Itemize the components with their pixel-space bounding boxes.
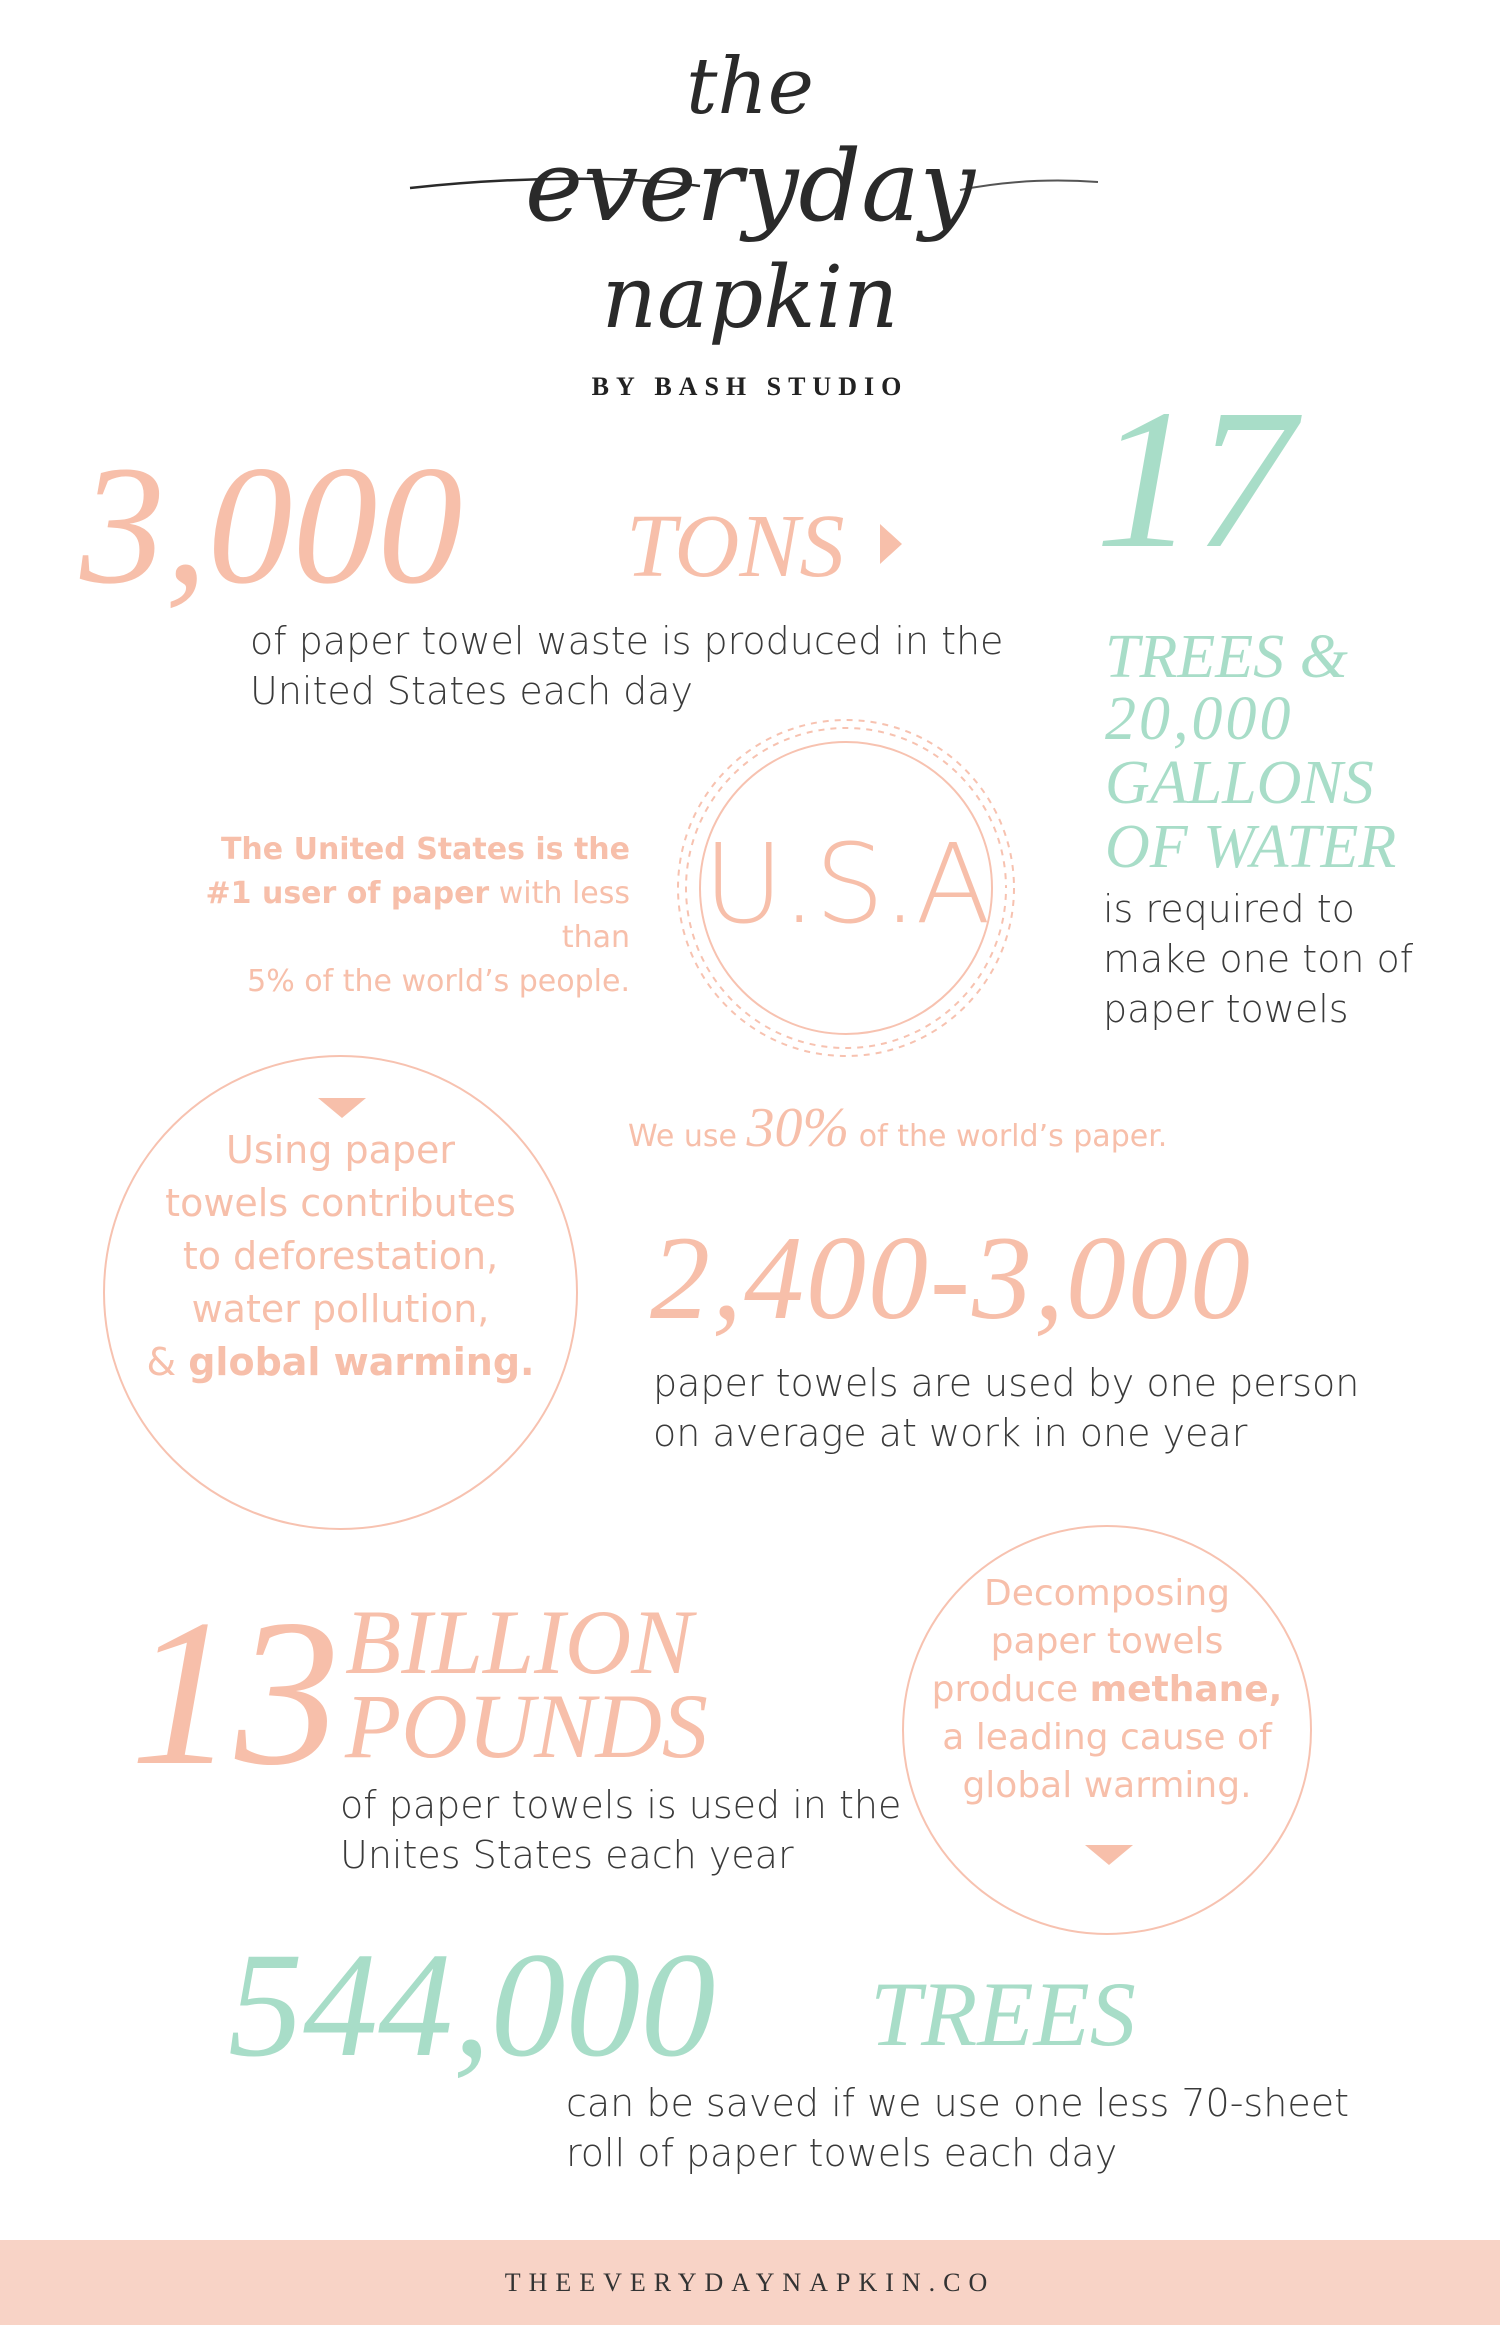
stat-billion-desc-line2: Unites States each year xyxy=(340,1833,794,1877)
seal-text: U.S.A xyxy=(703,820,989,948)
usa-fact xyxy=(150,828,630,1004)
stat-trees-saved-desc-line2: roll of paper towels each day xyxy=(566,2131,1118,2175)
usa-fact-bold2: #1 user of paper xyxy=(205,876,490,911)
stat-billion-unit2: POUNDS xyxy=(345,1675,708,1777)
stat-tons-desc-line2: United States each day xyxy=(250,669,694,713)
world-paper-percent: 30% xyxy=(746,1097,850,1159)
methane-line5: global warming. xyxy=(962,1765,1252,1806)
arrow-down-icon xyxy=(1085,1845,1133,1865)
arrow-right-icon xyxy=(880,524,902,564)
footer-url[interactable]: THEEVERYDAYNAPKIN.CO xyxy=(504,2267,996,2297)
deforestation-line5-bold: global warming. xyxy=(188,1340,535,1384)
stat-trees-water-line2: 20,000 xyxy=(1105,685,1294,753)
methane-line3-prefix: produce xyxy=(931,1669,1090,1710)
stat-range-desc-line2: on average at work in one year xyxy=(653,1411,1248,1455)
world-paper-prefix: We use xyxy=(628,1119,747,1154)
stat-billion-unit1: BILLION xyxy=(345,1591,693,1693)
stat-trees-saved-desc-line1: can be saved if we use one less 70-sheet xyxy=(566,2081,1349,2125)
deforestation-line2: towels contributes xyxy=(165,1181,516,1225)
stat-billion-number: 13 xyxy=(130,1577,340,1809)
arrow-down-icon xyxy=(318,1098,366,1118)
usa-fact-line3: 5% of the world’s people. xyxy=(247,964,630,999)
methane-line2: paper towels xyxy=(990,1621,1224,1662)
stat-trees-saved-number: 544,000 xyxy=(228,1922,716,2088)
deforestation-text xyxy=(103,1124,578,1389)
world-paper-fact xyxy=(628,1097,1168,1159)
logo-line-the: the xyxy=(686,42,814,132)
stat-trees-water-desc2: make one ton of xyxy=(1103,937,1414,981)
methane-line3-bold: methane, xyxy=(1089,1669,1283,1710)
stat-trees-water-line1: TREES & xyxy=(1105,623,1348,691)
stat-trees-saved-unit: TREES xyxy=(870,1963,1136,2065)
stat-tons-desc-line1: of paper towel waste is produced in the xyxy=(250,619,1004,663)
deforestation-line5-prefix: & xyxy=(146,1340,189,1384)
stat-range-number: 2,400-3,000 xyxy=(650,1211,1252,1344)
deforestation-line1: Using paper xyxy=(226,1128,455,1172)
logo-line-napkin: napkin xyxy=(601,248,899,348)
usa-fact-line1: The United States is the xyxy=(220,832,630,867)
logo-line-everyday: everyday xyxy=(524,130,976,244)
deforestation-line4: water pollution, xyxy=(191,1287,490,1331)
stat-trees-water-desc1: is required to xyxy=(1103,887,1355,931)
stat-tons-unit: TONS xyxy=(626,497,845,596)
stat-range-desc-line1: paper towels are used by one person xyxy=(653,1361,1360,1405)
stat-trees-water-number: 17 xyxy=(1095,369,1295,590)
usa-fact-rest2: with less than xyxy=(489,876,630,955)
methane-line1: Decomposing xyxy=(983,1573,1231,1614)
usa-seal xyxy=(672,714,1020,1062)
methane-line4: a leading cause of xyxy=(942,1717,1272,1758)
stat-trees-water-line4: OF WATER xyxy=(1105,813,1397,881)
footer-bar xyxy=(0,2240,1500,2325)
methane-text xyxy=(902,1570,1312,1810)
stat-trees-water-desc3: paper towels xyxy=(1103,987,1349,1031)
byline: BY BASH STUDIO xyxy=(591,372,909,401)
stat-trees-water-line3: GALLONS xyxy=(1105,749,1374,817)
deforestation-line3: to deforestation, xyxy=(182,1234,499,1278)
world-paper-suffix: of the world’s paper. xyxy=(849,1119,1168,1154)
stat-billion-desc-line1: of paper towels is used in the xyxy=(340,1783,902,1827)
stat-tons-number: 3,000 xyxy=(80,431,463,619)
logo xyxy=(0,0,1500,420)
